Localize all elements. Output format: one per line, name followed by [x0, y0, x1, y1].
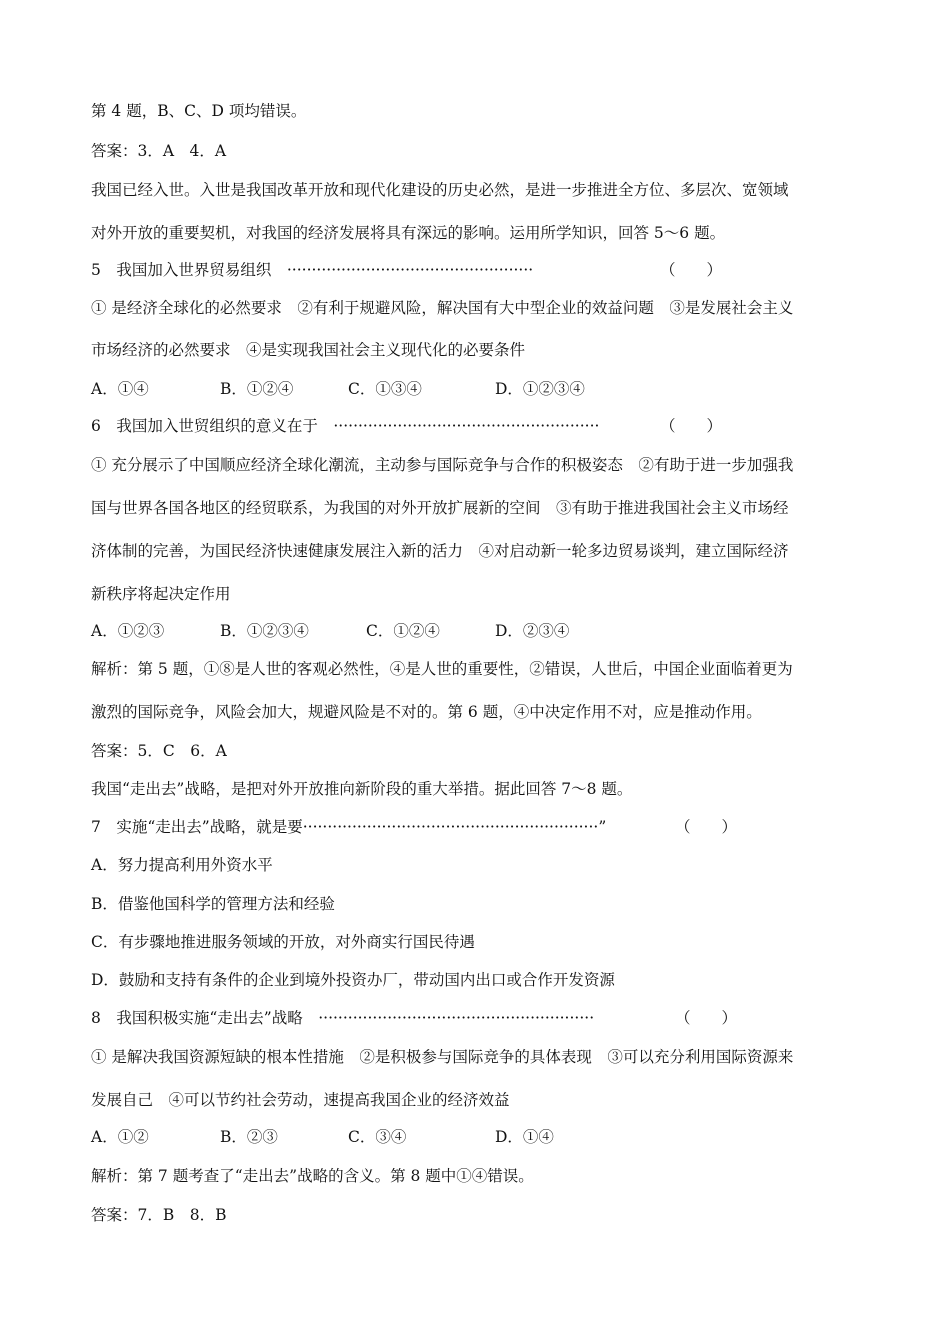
question-5-option-a: A．①④ [91, 380, 149, 398]
answer-line: 答案：7．B 8．B [91, 1206, 227, 1224]
question-5-option-c: C．①③④ [348, 380, 422, 398]
question-8-statement: 发展自己 ④可以节约社会劳动，速提高我国企业的经济效益 [91, 1091, 510, 1109]
question-8-answer-blank: （ ） [675, 1009, 738, 1027]
question-5-statement: 市场经济的必然要求 ④是实现我国社会主义现代化的必要条件 [91, 341, 526, 359]
question-7-option-b: B．借鉴他国科学的管理方法和经验 [91, 895, 335, 913]
question-7-answer-blank: （ ） [675, 818, 738, 836]
question-8-option-a: A．①② [91, 1128, 149, 1146]
answer-line: 答案：5．C 6．A [91, 742, 227, 760]
analysis-line: 解析：第 7 题考查了“走出去”战略的含义。第 8 题中①④错误。 [91, 1167, 534, 1185]
question-6-statement: 新秩序将起决定作用 [91, 585, 231, 603]
text-line: 第 4 题，B、C、D 项均错误。 [91, 102, 307, 120]
passage-line: 对外开放的重要契机，对我国的经济发展将具有深远的影响。运用所学知识，回答 5～6 题。 [91, 224, 726, 242]
question-6-stem: 6 我国加入世贸组织的意义在于 ······················································ [91, 417, 600, 435]
question-5-statement: ① 是经济全球化的必然要求 ②有利于规避风险，解决国有大中型企业的效益问题 ③是发展社会主义 [91, 299, 794, 317]
question-5-answer-blank: （ ） [660, 261, 723, 279]
question-8-option-c: C．③④ [348, 1128, 407, 1146]
question-5-option-b: B．①②④ [220, 380, 294, 398]
question-7-option-a: A．努力提高利用外资水平 [91, 856, 273, 874]
question-7-option-d: D．鼓励和支持有条件的企业到境外投资办厂，带动国内出口或合作开发资源 [91, 971, 615, 989]
question-5-stem: 5 我国加入世界贸易组织 ·················································· [91, 261, 534, 279]
answer-line: 答案：3．A 4．A [91, 142, 227, 160]
question-6-option-a: A．①②③ [91, 622, 165, 640]
question-6-option-b: B．①②③④ [220, 622, 309, 640]
question-6-statement: 国与世界各国各地区的经贸联系，为我国的对外开放扩展新的空间 ③有助于推进我国社会主义市场经 [91, 499, 789, 517]
question-7-stem: 7 实施“走出去”战略，就是要····························································” [91, 818, 607, 836]
question-6-option-c: C．①②④ [366, 622, 440, 640]
question-8-stem: 8 我国积极实施“走出去”战略 ························································ [91, 1009, 595, 1027]
analysis-line: 激烈的国际竞争，风险会加大，规避风险是不对的。第 6 题，④中决定作用不对，应是推动作用。 [91, 703, 762, 721]
question-7-option-c: C．有步骤地推进服务领域的开放，对外商实行国民待遇 [91, 933, 475, 951]
question-5-option-d: D．①②③④ [495, 380, 585, 398]
passage-line: 我国已经入世。入世是我国改革开放和现代化建设的历史必然，是进一步推进全方位、多层次、宽领域 [91, 181, 789, 199]
question-6-statement: 济体制的完善，为国民经济快速健康发展注入新的活力 ④对启动新一轮多边贸易谈判，建立国际经济 [91, 542, 789, 560]
question-8-option-b: B．②③ [220, 1128, 278, 1146]
passage-line: 我国“走出去”战略，是把对外开放推向新阶段的重大举措。据此回答 7～8 题。 [91, 780, 633, 798]
question-6-statement: ① 充分展示了中国顺应经济全球化潮流，主动参与国际竞争与合作的积极姿态 ②有助于进一步加强我 [91, 456, 794, 474]
question-8-statement: ① 是解决我国资源短缺的根本性措施 ②是积极参与国际竞争的具体表现 ③可以充分利用国际资源来 [91, 1048, 794, 1066]
question-6-option-d: D．②③④ [495, 622, 570, 640]
analysis-line: 解析：第 5 题，①⑧是人世的客观必然性，④是人世的重要性，②错误，人世后，中国企业面临着更为 [91, 660, 793, 678]
question-6-answer-blank: （ ） [660, 417, 723, 435]
question-8-option-d: D．①④ [495, 1128, 554, 1146]
